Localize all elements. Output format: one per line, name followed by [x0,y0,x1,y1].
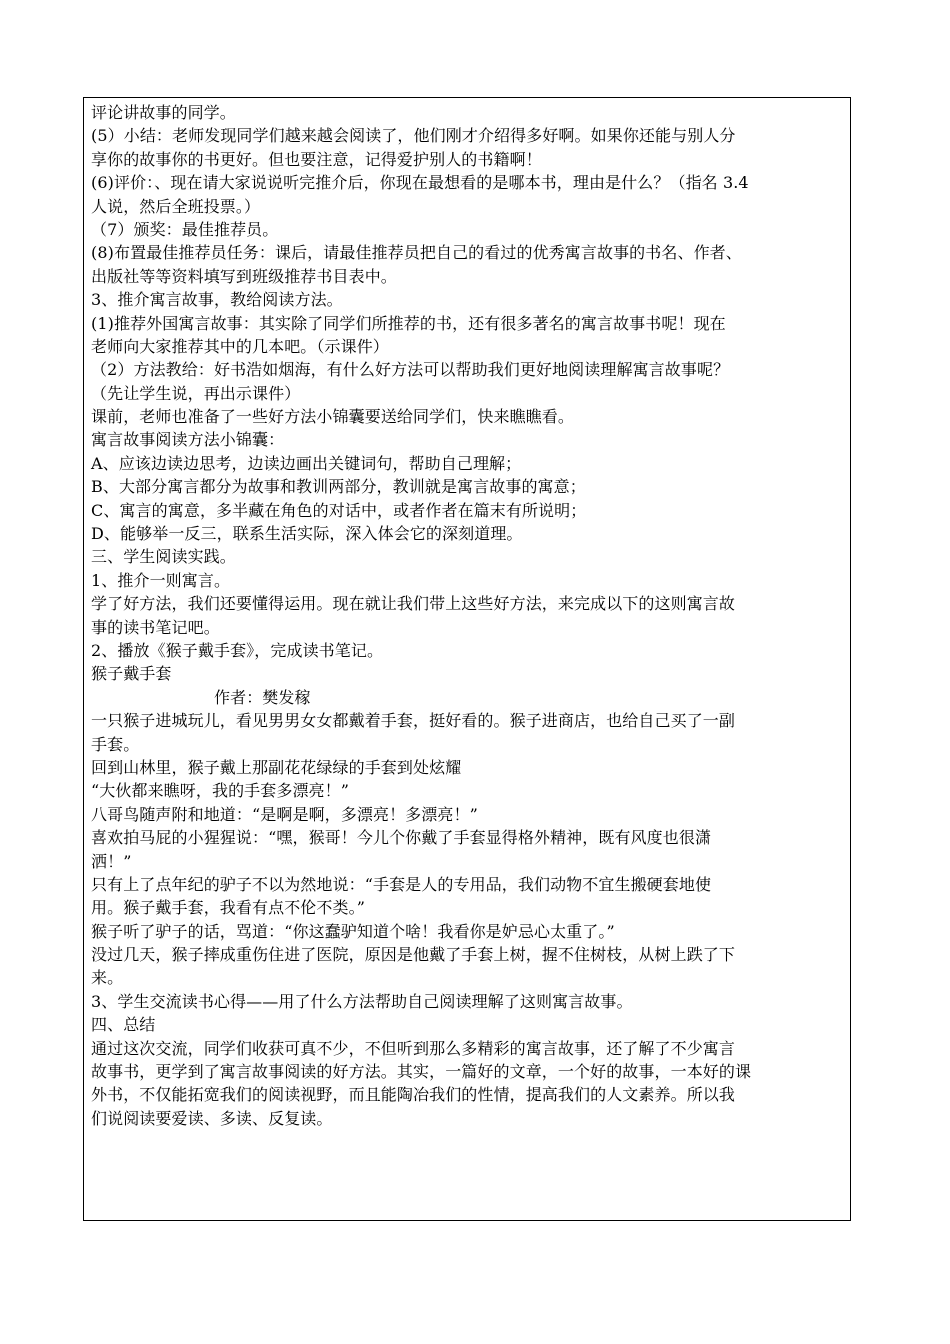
list-item: A、应该边读边思考，边读边画出关键词句，帮助自己理解； [91,453,522,473]
text-line: (6)评价：、现在请大家说说听完推介后，你现在最想看的是哪本书，理由是什么？（指名 3.4 [91,173,749,193]
text-line: （先让学生说，再出示课件） [91,383,301,403]
text-line: 们说阅读要爱读、多读、反复读。 [91,1108,333,1128]
text-line: (8)布置最佳推荐员任务：课后，请最佳推荐员把自己的看过的优秀寓言故事的书名、作者、 [91,243,742,263]
story-line: 洒！” [91,851,132,871]
text-line: 通过这次交流，同学们收获可真不少，不但听到那么多精彩的寓言故事，还了解了不少寓言 [91,1038,736,1058]
text-line: 课前，老师也准备了一些好方法小锦囊要送给同学们，快来瞧瞧看。 [91,407,575,427]
text-line: 事的读书笔记吧。 [91,617,220,637]
section-heading: 3、学生交流读书心得——用了什么方法帮助自己阅读理解了这则寓言故事。 [91,991,633,1011]
story-line: 来。 [91,968,124,988]
story-line: 只有上了点年纪的驴子不以为然地说：“手套是人的专用品，我们动物不宜生搬硬套地使 [91,874,712,894]
text-line: 寓言故事阅读方法小锦囊： [91,430,285,450]
text-line: 外书，不仅能拓宽我们的阅读视野，而且能陶冶我们的性情，提高我们的人文素养。所以我 [91,1085,736,1105]
text-line: 老师向大家推荐其中的几本吧。（示课件） [91,336,389,356]
text-line: (1)推荐外国寓言故事：其实除了同学们所推荐的书，还有很多著名的寓言故事书呢！现在 [91,313,726,333]
story-line: 没过几天，猴子摔成重伤住进了医院，原因是他戴了手套上树，握不住树枝，从树上跌了下 [91,945,736,965]
story-line: 喜欢拍马屁的小猩猩说：“嘿，猴哥！今儿个你戴了手套显得格外精神，既有风度也很潇 [91,828,712,848]
text-line: 故事书，更学到了寓言故事阅读的好方法。其实，一篇好的文章，一个好的故事，一本好的课 [91,1062,752,1082]
section-heading: 四、总结 [91,1015,156,1035]
text-line: 学了好方法，我们还要懂得运用。现在就让我们带上这些好方法，来完成以下的这则寓言故 [91,594,736,614]
section-heading: 2、播放《猴子戴手套》，完成读书笔记。 [91,640,384,660]
section-heading: 三、学生阅读实践。 [91,547,236,567]
text-line: 评论讲故事的同学。 [91,103,236,122]
section-heading: 3、推介寓言故事，教给阅读方法。 [91,290,343,310]
story-line: 用。猴子戴手套，我看有点不伦不类。” [91,898,365,918]
text-line: (5）小结：老师发现同学们越来越会阅读了，他们刚才介绍得多好啊。如果你还能与别人分 [91,126,736,146]
story-line: “大伙都来瞧呀，我的手套多漂亮！” [91,781,350,801]
story-line: 手套。 [91,734,140,754]
text-line: 享你的故事你的书更好。但也要注意，记得爱护别人的书籍啊！ [91,149,542,169]
text-line: 出版社等等资料填写到班级推荐书目表中。 [91,266,397,286]
text-line: （7）颁奖：最佳推荐员。 [91,219,279,239]
list-item: C、寓言的寓意，多半藏在角色的对话中，或者作者在篇末有所说明； [91,500,587,520]
list-item: D、能够举一反三，联系生活实际，深入体会它的深刻道理。 [91,524,523,544]
story-line: 猴子听了驴子的话，骂道：“你这蠢驴知道个啥！我看你是妒忌心太重了。” [91,921,615,941]
text-line: 人说，然后全班投票。） [91,196,261,216]
story-author: 作者：樊发稼 [214,687,311,707]
story-line: 一只猴子进城玩儿，看见男男女女都戴着手套，挺好看的。猴子进商店，也给自己买了一副 [91,711,736,731]
story-title: 猴子戴手套 [91,664,172,684]
story-line: 回到山林里，猴子戴上那副花花绿绿的手套到处炫耀 [91,757,462,777]
lesson-plan-text [91,101,847,1130]
list-item: B、大部分寓言都分为故事和教训两部分，教训就是寓言故事的寓意； [91,477,586,497]
story-line: 八哥鸟随声附和地道：“是啊是啊，多漂亮！多漂亮！” [91,804,478,824]
text-line: （2）方法教给：好书浩如烟海，有什么好方法可以帮助我们更好地阅读理解寓言故事呢？ [91,360,730,380]
section-heading: 1、推介一则寓言。 [91,570,231,590]
